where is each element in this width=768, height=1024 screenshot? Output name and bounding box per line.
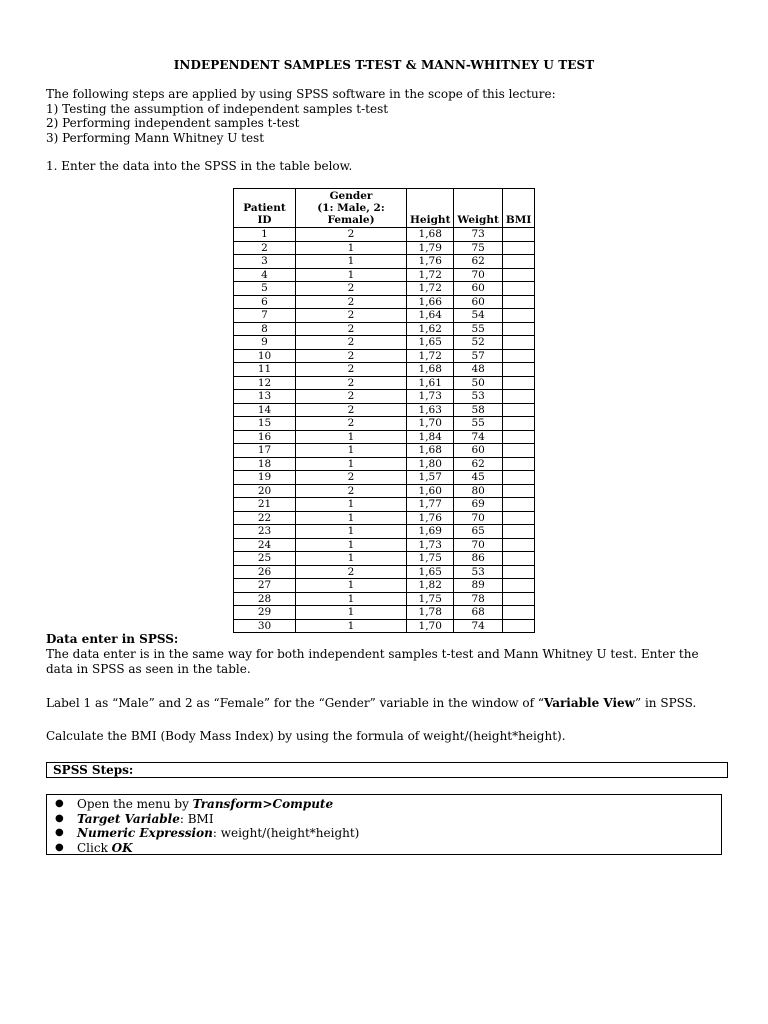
- cell-bmi: [502, 538, 534, 552]
- cell-weight: 74: [454, 619, 502, 633]
- cell-height: 1,68: [407, 228, 454, 242]
- cell-weight: 50: [454, 376, 502, 390]
- cell-bmi: [502, 309, 534, 323]
- table-row: [234, 457, 535, 471]
- table-row: [234, 484, 535, 498]
- cell-height: 1,80: [407, 457, 454, 471]
- cell-bmi: [502, 511, 534, 525]
- cell-weight: 52: [454, 336, 502, 350]
- cell-bmi: [502, 484, 534, 498]
- table-row: [234, 417, 535, 431]
- cell-gender: 2: [296, 376, 407, 390]
- cell-bmi: [502, 592, 534, 606]
- cell-height: 1,79: [407, 241, 454, 255]
- variable-view-term: Variable View: [543, 696, 636, 710]
- table-body: [234, 228, 535, 633]
- table-row: [234, 309, 535, 323]
- cell-weight: 86: [454, 552, 502, 566]
- cell-height: 1,68: [407, 363, 454, 377]
- cell-height: 1,62: [407, 322, 454, 336]
- cell-height: 1,75: [407, 552, 454, 566]
- cell-height: 1,82: [407, 579, 454, 593]
- cell-weight: 78: [454, 592, 502, 606]
- cell-weight: 74: [454, 430, 502, 444]
- cell-patient-id: 3: [234, 255, 296, 269]
- cell-bmi: [502, 417, 534, 431]
- cell-weight: 70: [454, 268, 502, 282]
- cell-patient-id: 16: [234, 430, 296, 444]
- step-emphasis: OK: [111, 840, 133, 855]
- cell-patient-id: 27: [234, 579, 296, 593]
- cell-gender: 1: [296, 498, 407, 512]
- table-row: [234, 363, 535, 377]
- cell-bmi: [502, 552, 534, 566]
- cell-gender: 2: [296, 322, 407, 336]
- cell-bmi: [502, 565, 534, 579]
- cell-patient-id: 30: [234, 619, 296, 633]
- cell-patient-id: 28: [234, 592, 296, 606]
- cell-bmi: [502, 525, 534, 539]
- cell-patient-id: 26: [234, 565, 296, 579]
- cell-weight: 58: [454, 403, 502, 417]
- cell-weight: 75: [454, 241, 502, 255]
- header-gender: [296, 189, 407, 228]
- cell-patient-id: 2: [234, 241, 296, 255]
- cell-gender: 2: [296, 282, 407, 296]
- cell-patient-id: 21: [234, 498, 296, 512]
- cell-bmi: [502, 390, 534, 404]
- cell-weight: 54: [454, 309, 502, 323]
- cell-bmi: [502, 255, 534, 269]
- cell-patient-id: 22: [234, 511, 296, 525]
- cell-bmi: [502, 363, 534, 377]
- cell-gender: 1: [296, 552, 407, 566]
- spss-step-item: [47, 812, 721, 827]
- cell-patient-id: 7: [234, 309, 296, 323]
- cell-weight: 70: [454, 511, 502, 525]
- table-row: [234, 511, 535, 525]
- cell-bmi: [502, 606, 534, 620]
- table-row: [234, 282, 535, 296]
- cell-bmi: [502, 579, 534, 593]
- cell-weight: 62: [454, 255, 502, 269]
- cell-patient-id: 1: [234, 228, 296, 242]
- cell-gender: 2: [296, 228, 407, 242]
- cell-height: 1,70: [407, 619, 454, 633]
- cell-height: 1,77: [407, 498, 454, 512]
- cell-patient-id: 4: [234, 268, 296, 282]
- intro-section: [46, 87, 726, 145]
- table-row: [234, 606, 535, 620]
- cell-patient-id: 9: [234, 336, 296, 350]
- bmi-calculation-instruction: Calculate the BMI (Body Mass Index) by using the formula of weight/(height*height).: [46, 729, 566, 743]
- cell-height: 1,65: [407, 565, 454, 579]
- table-row: [234, 376, 535, 390]
- cell-height: 1,76: [407, 511, 454, 525]
- step-suffix: : weight/(height*height): [212, 826, 360, 840]
- table-row: [234, 390, 535, 404]
- table-row: [234, 403, 535, 417]
- cell-height: 1,70: [407, 417, 454, 431]
- cell-gender: 1: [296, 430, 407, 444]
- cell-weight: 48: [454, 363, 502, 377]
- table-row: [234, 592, 535, 606]
- cell-bmi: [502, 457, 534, 471]
- table-row: [234, 241, 535, 255]
- cell-height: 1,68: [407, 444, 454, 458]
- cell-patient-id: 23: [234, 525, 296, 539]
- cell-gender: 2: [296, 484, 407, 498]
- table-row: [234, 430, 535, 444]
- table-row: [234, 498, 535, 512]
- cell-patient-id: 15: [234, 417, 296, 431]
- cell-bmi: [502, 336, 534, 350]
- cell-bmi: [502, 322, 534, 336]
- cell-weight: 62: [454, 457, 502, 471]
- spss-steps-heading-box: SPSS Steps:: [46, 762, 728, 778]
- step-1-instruction: 1. Enter the data into the SPSS in the table below.: [46, 159, 353, 173]
- cell-patient-id: 25: [234, 552, 296, 566]
- cell-bmi: [502, 241, 534, 255]
- cell-height: 1,60: [407, 484, 454, 498]
- step-prefix: Click: [77, 840, 112, 855]
- cell-height: 1,75: [407, 592, 454, 606]
- spss-step-item: [47, 826, 721, 841]
- header-patient-id: Patient ID: [234, 189, 296, 228]
- table-row: [234, 619, 535, 633]
- cell-gender: 2: [296, 471, 407, 485]
- label-text-part2: ” in SPSS.: [635, 696, 697, 710]
- patient-data-table: [233, 188, 535, 633]
- table-row: [234, 228, 535, 242]
- cell-gender: 1: [296, 241, 407, 255]
- bullet-icon: ●: [55, 798, 64, 809]
- cell-height: 1,66: [407, 295, 454, 309]
- cell-bmi: [502, 295, 534, 309]
- cell-weight: 60: [454, 444, 502, 458]
- cell-height: 1,73: [407, 390, 454, 404]
- cell-bmi: [502, 430, 534, 444]
- cell-bmi: [502, 268, 534, 282]
- table-row: [234, 579, 535, 593]
- cell-height: 1,61: [407, 376, 454, 390]
- spss-steps-box: [46, 794, 722, 855]
- cell-weight: 60: [454, 295, 502, 309]
- label-instruction: [46, 696, 726, 711]
- cell-height: 1,69: [407, 525, 454, 539]
- document-title: INDEPENDENT SAMPLES T-TEST & MANN-WHITNEY U TEST: [173, 58, 595, 72]
- cell-weight: 53: [454, 390, 502, 404]
- cell-weight: 65: [454, 525, 502, 539]
- table-row: [234, 525, 535, 539]
- step-emphasis: Numeric Expression: [77, 826, 213, 840]
- cell-bmi: [502, 228, 534, 242]
- cell-weight: 69: [454, 498, 502, 512]
- cell-bmi: [502, 471, 534, 485]
- intro-item: 3) Performing Mann Whitney U test: [46, 130, 265, 145]
- cell-bmi: [502, 376, 534, 390]
- cell-bmi: [502, 349, 534, 363]
- cell-patient-id: 11: [234, 363, 296, 377]
- spss-step-item: [47, 797, 721, 812]
- cell-weight: 55: [454, 322, 502, 336]
- cell-gender: 1: [296, 444, 407, 458]
- cell-bmi: [502, 403, 534, 417]
- label-text-part1: Label 1 as “Male” and 2 as “Female” for the “Gender” variable in the window of “: [46, 696, 544, 710]
- cell-weight: 73: [454, 228, 502, 242]
- cell-height: 1,84: [407, 430, 454, 444]
- cell-weight: 89: [454, 579, 502, 593]
- cell-height: 1,76: [407, 255, 454, 269]
- cell-gender: 1: [296, 579, 407, 593]
- bullet-icon: ●: [55, 812, 64, 824]
- header-bmi: BMI: [502, 189, 534, 228]
- table-row: [234, 336, 535, 350]
- intro-item: 2) Performing independent samples t-test: [46, 116, 300, 130]
- cell-height: 1,63: [407, 403, 454, 417]
- cell-patient-id: 20: [234, 484, 296, 498]
- cell-weight: 68: [454, 606, 502, 620]
- cell-gender: 1: [296, 606, 407, 620]
- cell-gender: 1: [296, 525, 407, 539]
- cell-gender: 2: [296, 565, 407, 579]
- cell-patient-id: 24: [234, 538, 296, 552]
- cell-bmi: [502, 282, 534, 296]
- bullet-icon: ●: [55, 827, 64, 838]
- table-row: [234, 268, 535, 282]
- cell-height: 1,64: [407, 309, 454, 323]
- cell-patient-id: 13: [234, 390, 296, 404]
- table-row: [234, 565, 535, 579]
- intro-item: 1) Testing the assumption of independent samples t-test: [46, 101, 389, 116]
- cell-patient-id: 6: [234, 295, 296, 309]
- cell-gender: 1: [296, 592, 407, 606]
- cell-weight: 70: [454, 538, 502, 552]
- cell-patient-id: 19: [234, 471, 296, 485]
- cell-patient-id: 17: [234, 444, 296, 458]
- cell-patient-id: 29: [234, 606, 296, 620]
- cell-gender: 1: [296, 619, 407, 633]
- cell-height: 1,72: [407, 268, 454, 282]
- cell-height: 1,73: [407, 538, 454, 552]
- cell-gender: 1: [296, 511, 407, 525]
- cell-bmi: [502, 619, 534, 633]
- cell-gender: 2: [296, 417, 407, 431]
- spss-steps-list: [47, 795, 721, 855]
- step-emphasis: Transform>Compute: [192, 797, 334, 811]
- cell-gender: 1: [296, 538, 407, 552]
- cell-weight: 60: [454, 282, 502, 296]
- cell-patient-id: 12: [234, 376, 296, 390]
- table-row: [234, 322, 535, 336]
- cell-weight: 55: [454, 417, 502, 431]
- table-row: [234, 295, 535, 309]
- table-row: [234, 552, 535, 566]
- step-emphasis: Target Variable: [77, 811, 180, 826]
- cell-bmi: [502, 444, 534, 458]
- cell-height: 1,72: [407, 349, 454, 363]
- intro-lead: The following steps are applied by using SPSS software in the scope of this lecture:: [46, 87, 556, 101]
- cell-gender: 2: [296, 336, 407, 350]
- cell-weight: 45: [454, 471, 502, 485]
- table-row: [234, 349, 535, 363]
- cell-weight: 57: [454, 349, 502, 363]
- step-prefix: Open the menu by: [77, 797, 193, 811]
- cell-gender: 2: [296, 309, 407, 323]
- header-gender-line1: Gender: [329, 190, 373, 202]
- cell-height: 1,57: [407, 471, 454, 485]
- cell-weight: 53: [454, 565, 502, 579]
- table-row: [234, 255, 535, 269]
- cell-gender: 1: [296, 255, 407, 269]
- header-weight: Weight: [454, 189, 502, 228]
- step-suffix: : BMI: [179, 811, 214, 826]
- bullet-icon: ●: [55, 841, 64, 853]
- cell-patient-id: 14: [234, 403, 296, 417]
- header-gender-line2: (1: Male, 2: Female): [317, 202, 385, 226]
- cell-patient-id: 10: [234, 349, 296, 363]
- cell-patient-id: 5: [234, 282, 296, 296]
- table-row: [234, 444, 535, 458]
- cell-gender: 2: [296, 349, 407, 363]
- header-height: Height: [407, 189, 454, 228]
- table-row: [234, 538, 535, 552]
- cell-bmi: [502, 498, 534, 512]
- cell-patient-id: 18: [234, 457, 296, 471]
- cell-gender: 2: [296, 403, 407, 417]
- spss-step-item: [47, 841, 721, 856]
- cell-height: 1,65: [407, 336, 454, 350]
- table-row: [234, 471, 535, 485]
- table-header-row: [234, 189, 535, 228]
- cell-gender: 2: [296, 295, 407, 309]
- cell-patient-id: 8: [234, 322, 296, 336]
- data-enter-heading: Data enter in SPSS:: [46, 632, 179, 646]
- cell-gender: 2: [296, 363, 407, 377]
- cell-gender: 2: [296, 390, 407, 404]
- cell-height: 1,78: [407, 606, 454, 620]
- cell-height: 1,72: [407, 282, 454, 296]
- cell-gender: 1: [296, 457, 407, 471]
- cell-weight: 80: [454, 484, 502, 498]
- cell-gender: 1: [296, 268, 407, 282]
- data-enter-text: The data enter is in the same way for both independent samples t-test and Mann Whitney U test. Enter the data in SPSS as seen in the table.: [46, 647, 699, 676]
